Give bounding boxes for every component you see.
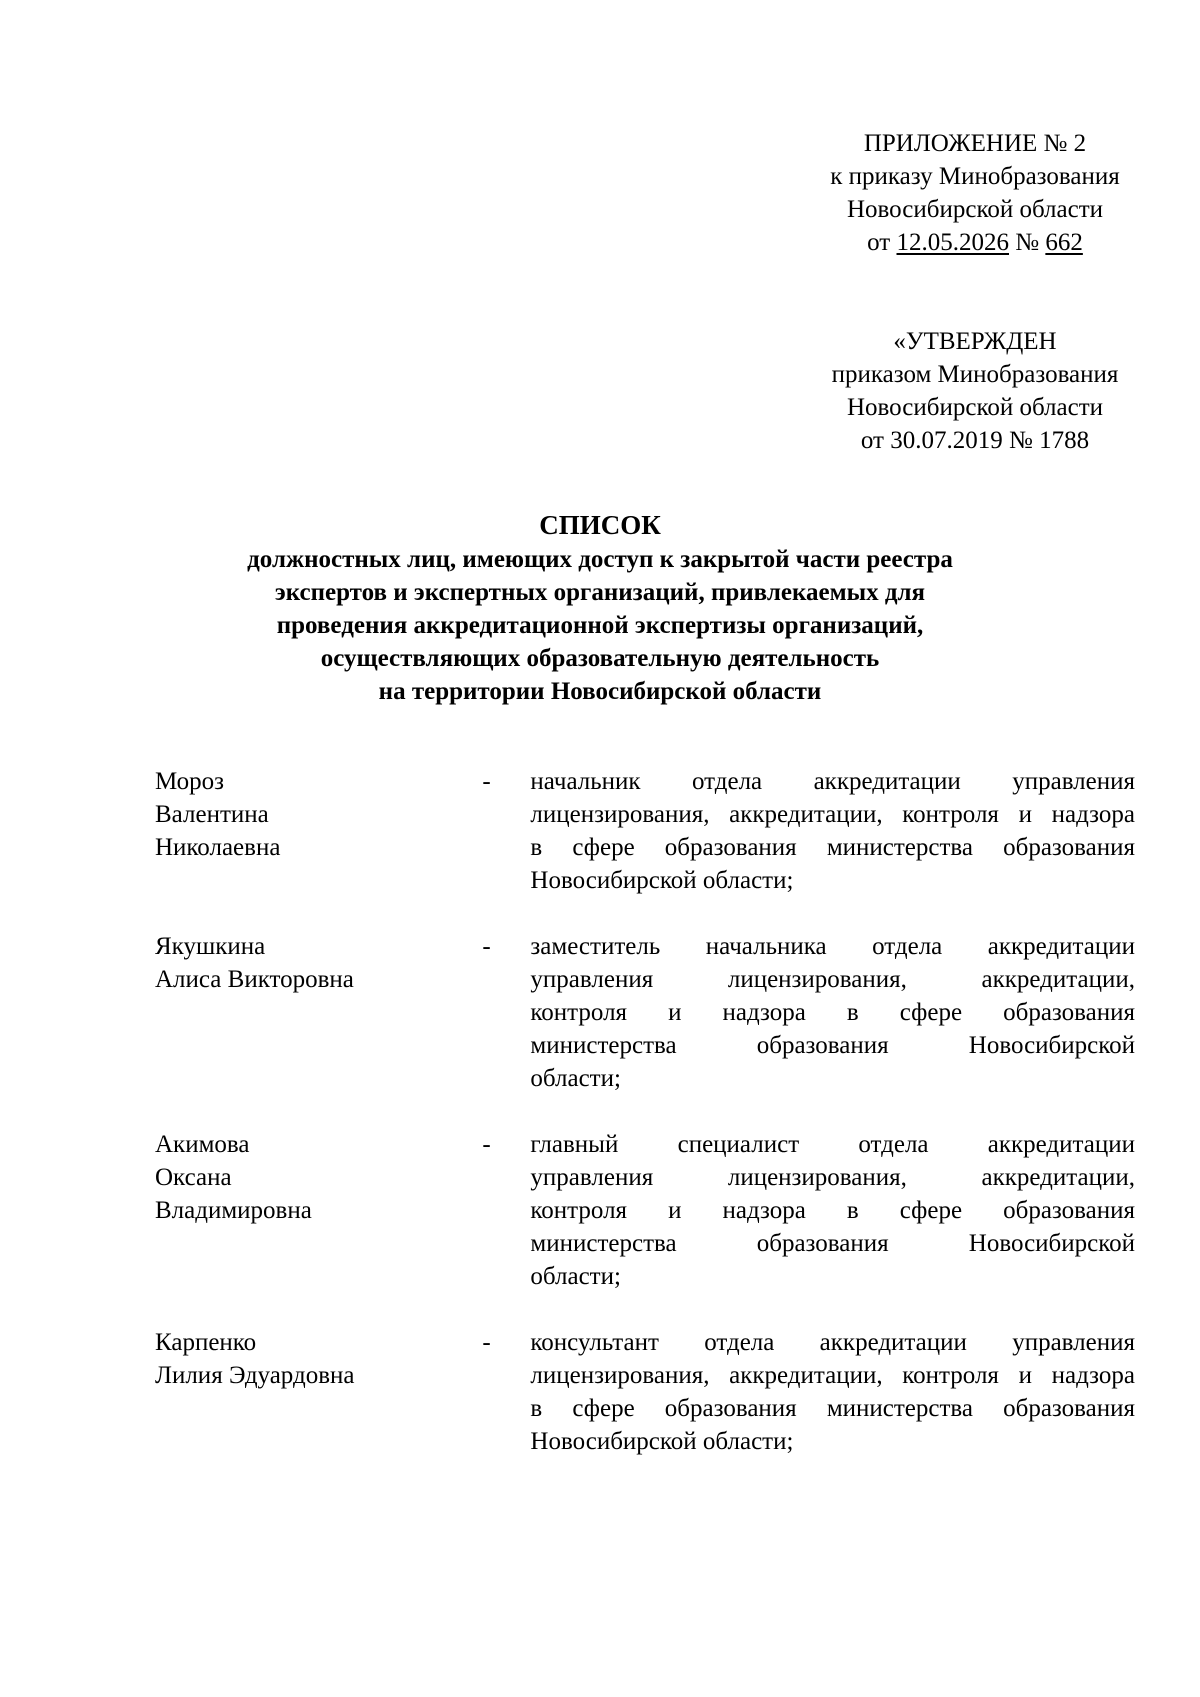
dash-separator: - [482, 1131, 491, 1158]
appendix-date-prefix: от [867, 229, 891, 256]
position-line: области; [530, 1065, 621, 1092]
person-row [155, 1128, 1135, 1293]
person-position [530, 765, 1135, 897]
person-patronymic: Николаевна [155, 834, 281, 861]
appendix-date: 12.05.2026 [896, 229, 1009, 256]
person-position [530, 1326, 1135, 1458]
position-line: Новосибирской области; [530, 1428, 794, 1455]
appendix-region: Новосибирской области [846, 196, 1104, 223]
approval-stamp-block [790, 325, 1160, 457]
position-line: министерства образования Новосибирской [530, 1032, 1135, 1059]
position-line: начальник отдела аккредитации управления [530, 768, 1135, 795]
person-row [155, 1326, 1135, 1458]
title-subtitle-line: на территории Новосибирской области [378, 678, 822, 705]
position-line: министерства образования Новосибирской [530, 1230, 1135, 1257]
person-row [155, 765, 1135, 897]
approved-order-ref: приказом Минобразования [831, 361, 1119, 388]
approved-heading: «УТВЕРЖДЕН [893, 328, 1057, 355]
appendix-number: 662 [1045, 229, 1083, 256]
position-line: области; [530, 1263, 621, 1290]
person-patronymic: Владимировна [155, 1197, 312, 1224]
title-subtitle-line: осуществляющих образовательную деятельность [320, 645, 880, 672]
person-row [155, 930, 1135, 1095]
position-line: контроля и надзора в сфере образования [530, 1197, 1135, 1224]
approved-region: Новосибирской области [846, 394, 1104, 421]
position-line: консультант отдела аккредитации управления [530, 1329, 1135, 1356]
person-name [155, 765, 443, 897]
appendix-title: ПРИЛОЖЕНИЕ № 2 [863, 130, 1087, 157]
title-subtitle-line: должностных лиц, имеющих доступ к закрытой части реестра [247, 546, 953, 573]
person-surname: Акимова [155, 1131, 250, 1158]
dash-separator: - [482, 768, 491, 795]
person-given-name: Алиса Викторовна [155, 966, 354, 993]
persons-list [155, 765, 1135, 1458]
approved-date: от 30.07.2019 № 1788 [860, 427, 1090, 454]
person-position [530, 1128, 1135, 1293]
dash-separator: - [482, 1329, 491, 1356]
person-given-name: Оксана [155, 1164, 232, 1191]
person-given-name: Лилия Эдуардовна [155, 1362, 355, 1389]
person-surname: Якушкина [155, 933, 266, 960]
title-subtitle-line: экспертов и экспертных организаций, привлекаемых для [274, 579, 926, 606]
person-surname: Карпенко [155, 1329, 257, 1356]
person-name [155, 1326, 443, 1458]
person-name [155, 1128, 443, 1293]
appendix-header [790, 127, 1160, 259]
position-line: в сфере образования министерства образования [530, 1395, 1135, 1422]
position-line: лицензирования, аккредитации, контроля и надзора [530, 801, 1135, 828]
appendix-number-label: № [1015, 229, 1040, 256]
person-given-name: Валентина [155, 801, 269, 828]
appendix-date-line [790, 226, 1160, 259]
dash-separator: - [482, 933, 491, 960]
position-line: в сфере образования министерства образования [530, 834, 1135, 861]
appendix-order-ref: к приказу Минобразования [830, 163, 1120, 190]
title-main: СПИСОК [539, 510, 661, 540]
person-position [530, 930, 1135, 1095]
position-line: контроля и надзора в сфере образования [530, 999, 1135, 1026]
position-line: лицензирования, аккредитации, контроля и надзора [530, 1362, 1135, 1389]
person-surname: Мороз [155, 768, 224, 795]
position-line: Новосибирской области; [530, 867, 794, 894]
title-subtitle [150, 543, 1050, 708]
title-subtitle-line: проведения аккредитационной экспертизы организаций, [276, 612, 924, 639]
position-line: управления лицензирования, аккредитации, [530, 1164, 1135, 1191]
document-title [150, 507, 1050, 708]
position-line: заместитель начальника отдела аккредитации [530, 933, 1135, 960]
position-line: главный специалист отдела аккредитации [530, 1131, 1135, 1158]
person-name [155, 930, 443, 1095]
position-line: управления лицензирования, аккредитации, [530, 966, 1135, 993]
